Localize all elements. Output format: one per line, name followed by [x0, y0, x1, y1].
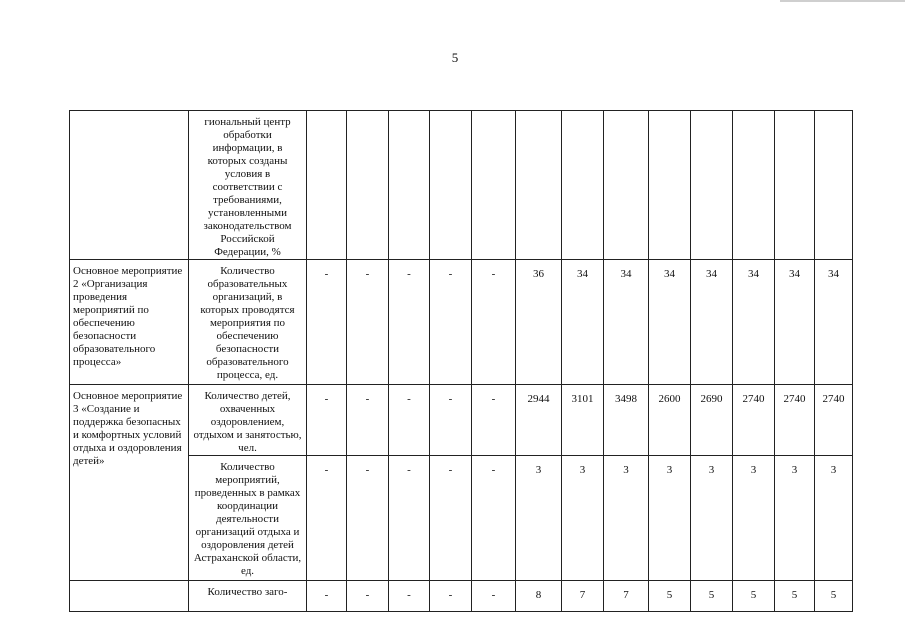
value-cell: 34	[562, 260, 604, 385]
value-cell: 2690	[691, 385, 733, 456]
table-row	[70, 581, 853, 612]
value-cell: -	[347, 581, 389, 612]
indicator-cell: Количество мероприятий, проведенных в рамках координации деятельности организаций отдыха и оздоровления детей Астраханской области, ед.	[189, 456, 307, 581]
value-cell	[430, 111, 472, 260]
value-cell: 5	[691, 581, 733, 612]
value-cell: -	[472, 260, 516, 385]
value-cell: 3	[562, 456, 604, 581]
value-cell: -	[472, 385, 516, 456]
value-cell: -	[347, 385, 389, 456]
indicator-cell: Количество заго-	[189, 581, 307, 612]
indicators-table	[69, 110, 853, 612]
value-cell: 34	[691, 260, 733, 385]
value-cell	[562, 111, 604, 260]
table-row	[70, 260, 853, 385]
value-cell: 34	[815, 260, 853, 385]
value-cell: 3	[691, 456, 733, 581]
value-cell: 2740	[733, 385, 775, 456]
value-cell: 3	[815, 456, 853, 581]
value-cell	[775, 111, 815, 260]
value-cell: 3	[516, 456, 562, 581]
value-cell: -	[389, 581, 430, 612]
value-cell: -	[307, 456, 347, 581]
value-cell: 2740	[815, 385, 853, 456]
value-cell: -	[389, 385, 430, 456]
value-cell: 34	[649, 260, 691, 385]
event-cell: Основное мероприятие 2 «Организация проведения мероприятий по обеспечению безопасности образовательного процесса»	[70, 260, 189, 385]
value-cell: 3101	[562, 385, 604, 456]
value-cell: -	[347, 260, 389, 385]
value-cell: -	[307, 260, 347, 385]
value-cell	[733, 111, 775, 260]
indicator-cell: Количество образовательных организаций, в которых проводятся мероприятия по обеспечению безопасности образовательного процесса, ед.	[189, 260, 307, 385]
value-cell: 3	[775, 456, 815, 581]
event-cell	[70, 111, 189, 260]
value-cell: 3	[604, 456, 649, 581]
event-cell: Основное мероприятие 3 «Создание и поддержка безопасных и комфортных условий отдыха и оздоровления детей»	[70, 385, 189, 581]
event-cell	[70, 581, 189, 612]
value-cell: -	[430, 385, 472, 456]
value-cell: -	[347, 456, 389, 581]
value-cell: 2600	[649, 385, 691, 456]
value-cell	[389, 111, 430, 260]
value-cell	[649, 111, 691, 260]
value-cell: 7	[562, 581, 604, 612]
value-cell	[307, 111, 347, 260]
value-cell: 5	[733, 581, 775, 612]
value-cell	[815, 111, 853, 260]
value-cell: 5	[815, 581, 853, 612]
value-cell: -	[389, 456, 430, 581]
value-cell: 2740	[775, 385, 815, 456]
value-cell: 34	[604, 260, 649, 385]
value-cell: 2944	[516, 385, 562, 456]
value-cell: 3	[733, 456, 775, 581]
value-cell: 36	[516, 260, 562, 385]
value-cell: -	[472, 581, 516, 612]
value-cell: -	[430, 260, 472, 385]
value-cell: -	[430, 581, 472, 612]
value-cell	[691, 111, 733, 260]
table-row	[70, 385, 853, 456]
value-cell: 5	[775, 581, 815, 612]
table-row	[70, 111, 853, 260]
top-edge-rule	[780, 0, 905, 2]
value-cell: -	[307, 581, 347, 612]
value-cell	[516, 111, 562, 260]
value-cell: 34	[733, 260, 775, 385]
value-cell: 5	[649, 581, 691, 612]
page-number: 5	[451, 50, 459, 65]
value-cell: 3498	[604, 385, 649, 456]
value-cell	[604, 111, 649, 260]
value-cell	[472, 111, 516, 260]
value-cell: -	[472, 456, 516, 581]
value-cell: -	[389, 260, 430, 385]
value-cell: -	[307, 385, 347, 456]
indicator-cell: гиональный центр обработки информации, в которых созданы условия в соответствии с требованиями, установленными законодательством Российской Федерации, %	[189, 111, 307, 260]
indicator-cell: Количество детей, охваченных оздоровлением, отдыхом и занятостью, чел.	[189, 385, 307, 456]
value-cell: 3	[649, 456, 691, 581]
value-cell	[347, 111, 389, 260]
value-cell: -	[430, 456, 472, 581]
value-cell: 8	[516, 581, 562, 612]
value-cell: 34	[775, 260, 815, 385]
value-cell: 7	[604, 581, 649, 612]
